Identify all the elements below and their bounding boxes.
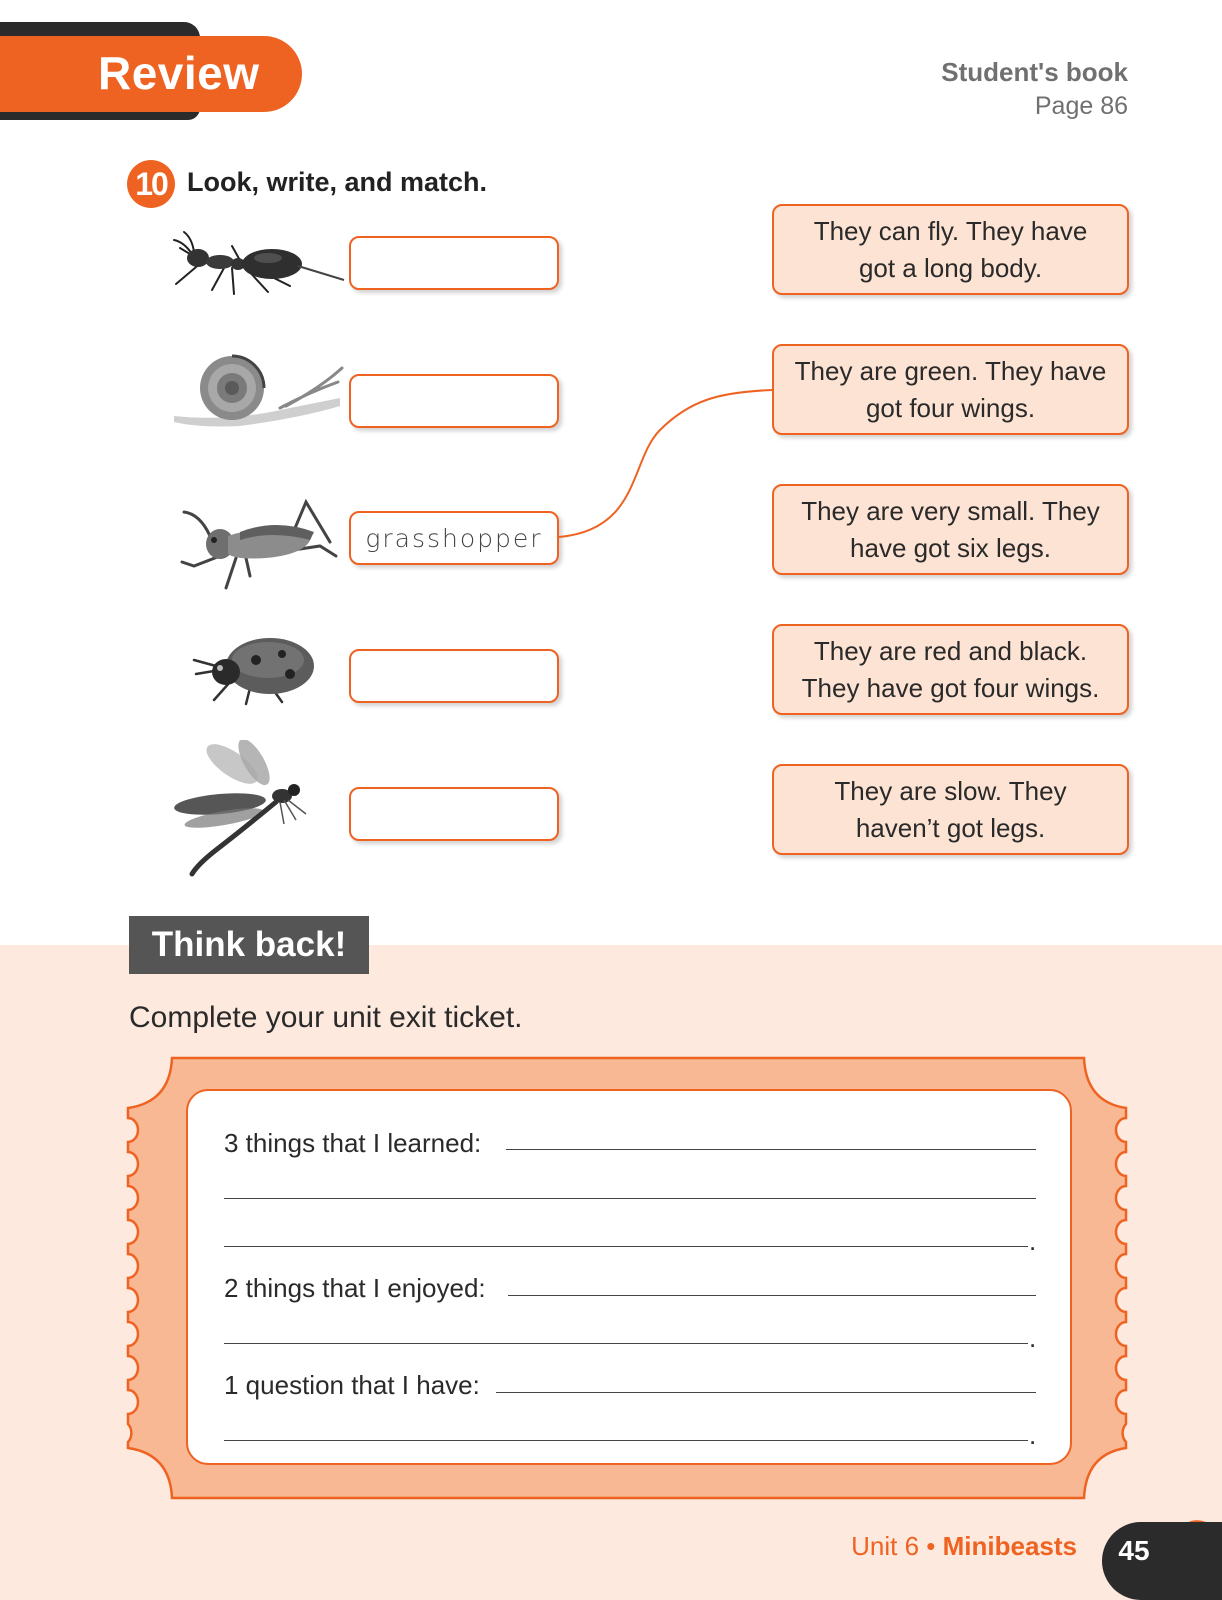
write-line[interactable] — [224, 1246, 1028, 1247]
clue-box[interactable] — [772, 624, 1129, 715]
bullet-separator: • — [926, 1531, 936, 1561]
snail-icon — [170, 352, 350, 428]
question-prompt: 1 question that I have: — [224, 1370, 488, 1401]
exercise-instruction: Look, write, and match. — [187, 167, 488, 197]
page-number: 45 — [1118, 1535, 1150, 1566]
book-reference: Student's book — [941, 57, 1128, 87]
ant-icon — [172, 228, 352, 298]
write-line[interactable] — [224, 1440, 1028, 1441]
section-title: Review — [98, 47, 260, 99]
think-back-label: Think back! — [129, 916, 369, 974]
clue-line: have got six legs. — [850, 532, 1051, 563]
clue-box[interactable] — [772, 484, 1129, 575]
answer-box-ant[interactable] — [349, 236, 559, 290]
answer-box-dragonfly[interactable] — [349, 787, 559, 841]
enjoyed-prompt: 2 things that I enjoyed: — [224, 1273, 494, 1304]
end-mark: . — [1029, 1420, 1037, 1450]
clue-box[interactable] — [772, 764, 1129, 855]
clue-line: They can fly. They have — [813, 215, 1088, 246]
clue-line: They are red and black. — [813, 635, 1088, 666]
think-back-instruction: Complete your unit exit ticket. — [129, 1001, 523, 1034]
clue-line: They are very small. They — [801, 495, 1100, 526]
page-reference: Page 86 — [1034, 92, 1128, 120]
grasshopper-icon — [180, 496, 350, 596]
clue-line: got four wings. — [865, 392, 1036, 423]
clue-line: got a long body. — [858, 252, 1043, 283]
unit-topic: Minibeasts — [942, 1531, 1077, 1561]
write-line[interactable] — [224, 1343, 1028, 1344]
clue-line: They have got four wings. — [801, 672, 1100, 703]
answer-box-ladybird[interactable] — [349, 649, 559, 703]
write-line[interactable] — [506, 1149, 1036, 1150]
clue-box[interactable] — [772, 204, 1129, 295]
learned-prompt: 3 things that I learned: — [224, 1128, 489, 1159]
end-mark: . — [1029, 1323, 1037, 1353]
exercise-number-badge: 10 — [127, 160, 175, 208]
dragonfly-icon — [172, 740, 332, 880]
clue-line: haven’t got legs. — [855, 812, 1046, 843]
answer-box-snail[interactable] — [349, 374, 559, 428]
unit-label: Unit 6 — [851, 1531, 920, 1561]
clue-box[interactable] — [772, 344, 1129, 435]
write-line[interactable] — [224, 1198, 1036, 1199]
write-line[interactable] — [496, 1392, 1036, 1393]
ladybird-icon — [190, 630, 330, 706]
answer-box-grasshopper[interactable]: grasshopper — [349, 511, 559, 565]
clue-line: They are slow. They — [834, 775, 1067, 806]
clue-line: They are green. They have — [794, 355, 1107, 386]
footer-unit — [851, 1531, 1077, 1562]
end-mark: . — [1029, 1226, 1037, 1256]
write-line[interactable] — [508, 1295, 1036, 1296]
